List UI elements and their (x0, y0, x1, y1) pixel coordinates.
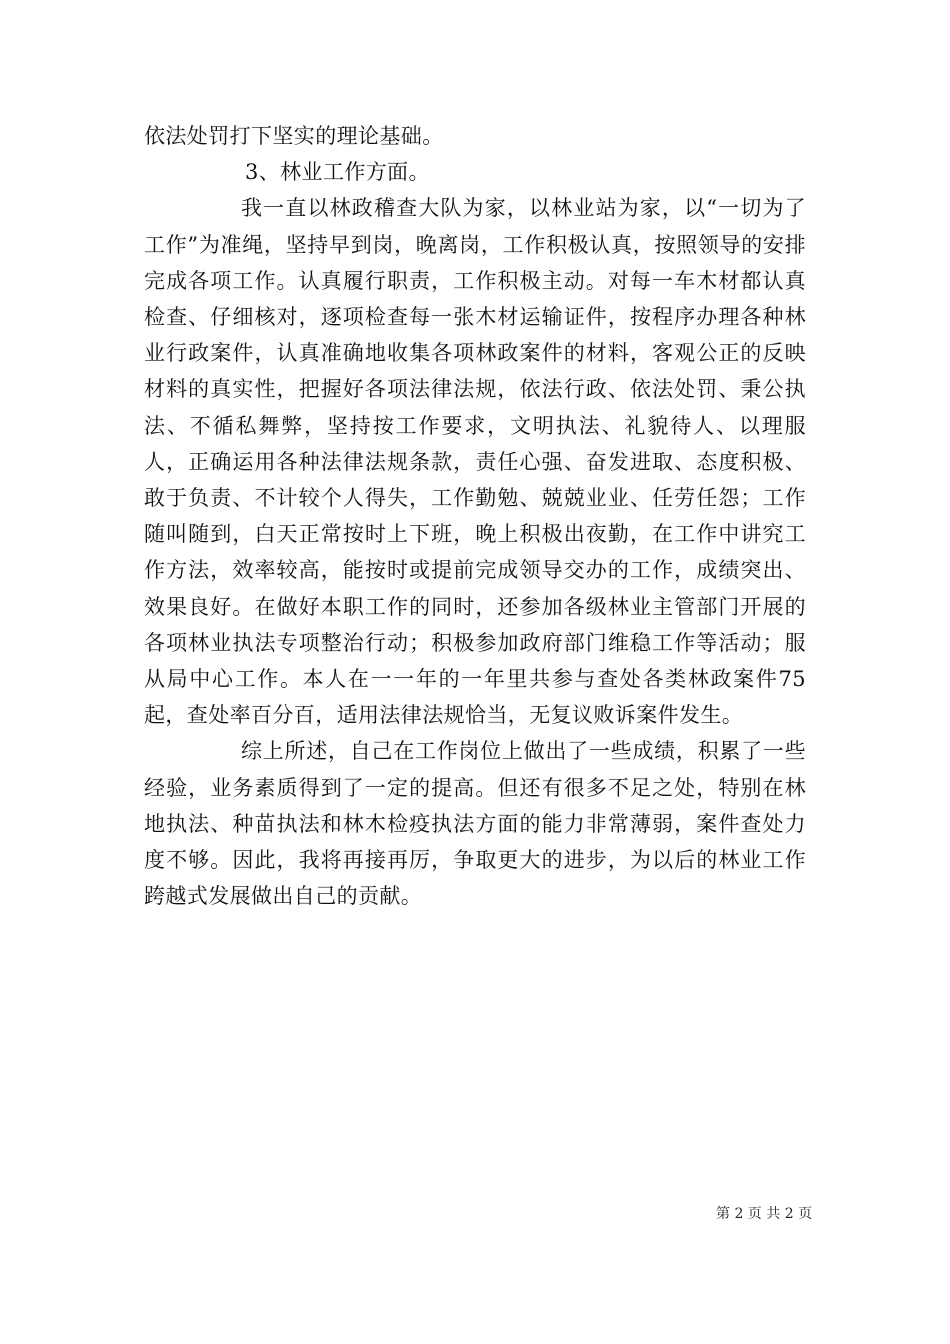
section-heading-forestry-work: 3、林业工作方面。 (245, 160, 430, 185)
paragraph-continuation: 依法处罚打下坚实的理论基础。 (144, 124, 444, 148)
paragraph-work-details: 我一直以林政稽查大队为家，以林业站为家，以“一切为了工作”为准绳，坚持早到岗，晚离岗，工作积极认真，按照领导的安排完成各项工作。认真履行职责，工作积极主动。对每一车木材都认真检查、仔细核对，逐项检查每一张木材运输证件，按程序办理各种林业行政案件，认真准确地收集各项林政案件的材料，客观公正的反映材料的真实性，把握好各项法律法规，依法行政、依法处罚、秉公执法、不循私舞弊，坚持按工作要求，文明执法、礼貌待人、以理服人，正确运用各种法律法规条款，责任心强、奋发进取、态度积极、敢于负责、不计较个人得失，工作勤勉、兢兢业业、任劳任怨；工作随叫随到，白天正常按时上下班，晚上积极出夜勤，在工作中讲究工作方法，效率较高，能按时或提前完成领导交办的工作，成绩突出、效果良好。在做好本职工作的同时，还参加各级林业主管部门开展的各项林业执法专项整治行动；积极参加政府部门维稳工作等活动；服从局中心工作。本人在一一年的一年里共参与查处各类林政案件75起，查处率百分百，适用法律法规恰当，无复议败诉案件发生。 (144, 196, 806, 728)
document-body (144, 118, 806, 914)
paragraph-summary: 综上所述，自己在工作岗位上做出了一些成绩，积累了一些经验，业务素质得到了一定的提高。但还有很多不足之处，特别在林地执法、种苗执法和林木检疫执法方面的能力非常薄弱，案件查处力度不够。因此，我将再接再厉，争取更大的进步，为以后的林业工作跨越式发展做出自己的贡献。 (144, 739, 806, 909)
page-number-footer: 第 2 页 共 2 页 (716, 1206, 813, 1222)
